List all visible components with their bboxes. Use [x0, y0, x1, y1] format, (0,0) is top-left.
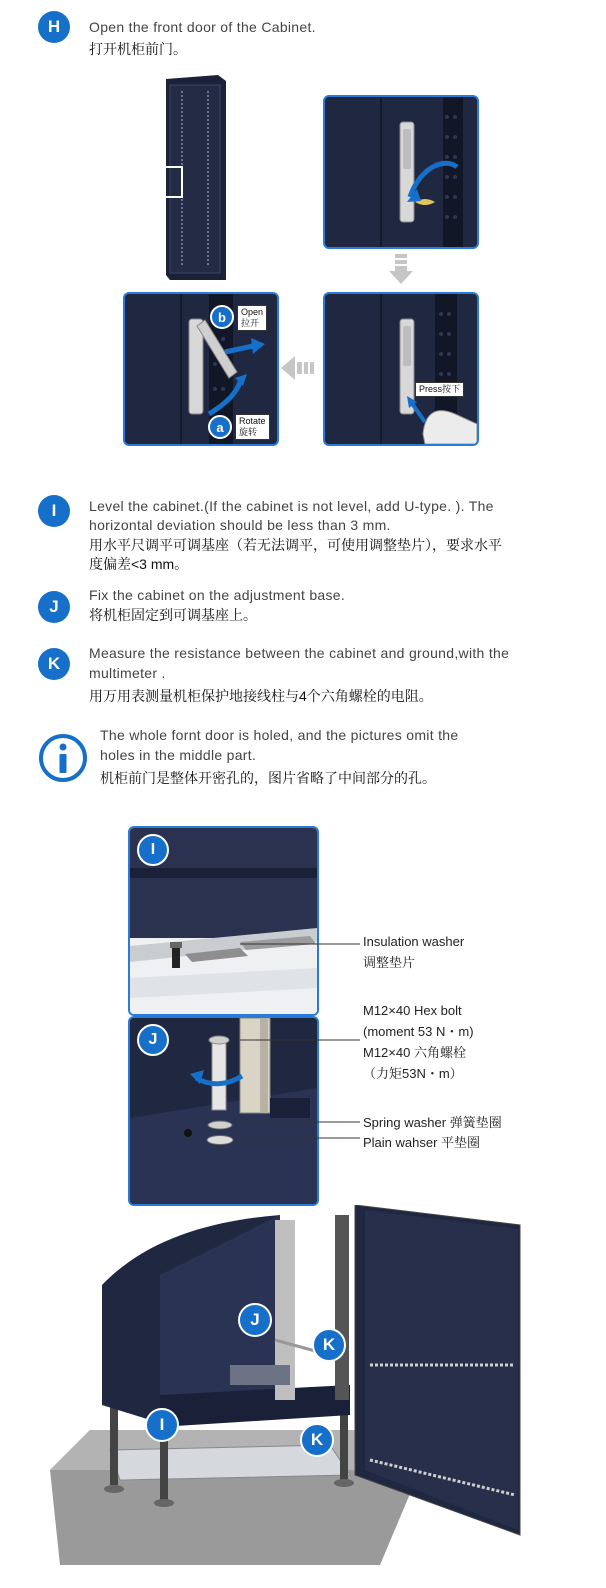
step-i-text-en-2: horizontal deviation should be less than 3 mm. [89, 517, 391, 533]
callout-lines [200, 930, 365, 1150]
step-h-badge: H [38, 11, 70, 43]
cabinet-k-badge-top: K [312, 1328, 346, 1362]
hex-bolt-en-1: M12×40 Hex bolt [363, 1003, 462, 1018]
down-arrow-icon [389, 254, 413, 286]
hex-bolt-zh-2: （力矩53N・m） [363, 1066, 463, 1081]
cabinet-k-badge-bottom: K [300, 1423, 334, 1457]
step-k-text-zh: 用万用表测量机柜保护地接线柱与4个六角螺栓的电阻。 [89, 688, 433, 704]
note-text-zh: 机柜前门是整体开密孔的，图片省略了中间部分的孔。 [100, 770, 436, 786]
cabinet-i-badge: I [145, 1408, 179, 1442]
step-k-badge: K [38, 648, 70, 680]
step-h-text-en: Open the front door of the Cabinet. [89, 19, 316, 35]
insulation-washer-zh: 调整垫片 [363, 955, 416, 970]
hex-bolt-zh-1: M12×40 六角螺栓 [363, 1045, 466, 1060]
panel-i-badge: I [137, 834, 169, 866]
open-label-zh: 拉开 [241, 318, 260, 328]
step-k-text-en-1: Measure the resistance between the cabinet and ground,with the [89, 645, 510, 661]
rotate-label-en: Rotate [239, 416, 266, 426]
door-panel-press [323, 292, 479, 446]
step-h-text-zh: 打开机柜前门。 [89, 41, 187, 57]
plain-washer-label: Plain wahser 平垫圈 [363, 1135, 481, 1150]
step-b-badge: b [210, 305, 234, 329]
step-i-text-zh-2: 度偏差<3 mm。 [89, 556, 189, 572]
key-insert-illustration [325, 97, 477, 247]
cabinet-j-badge: J [238, 1303, 272, 1337]
step-i-text-en-1: Level the cabinet.(If the cabinet is not level, add U-type. ). The [89, 498, 494, 514]
press-label: Press按下 [415, 382, 464, 397]
note-text-en-2: holes in the middle part. [100, 747, 257, 763]
cabinet-front-illustration [148, 75, 228, 285]
rotate-label-zh: 旋转 [239, 427, 258, 437]
open-label-en: Open [241, 307, 264, 317]
step-k-text-en-2: multimeter . [89, 665, 166, 681]
open-label [237, 305, 267, 331]
step-i-text-zh-1: 用水平尺调平可调基座（若无法调平，可使用调整垫片），要求水平 [89, 537, 502, 553]
step-a-badge: a [208, 415, 232, 439]
cabinet-base-illustration [50, 1205, 570, 1580]
step-i-badge: I [38, 495, 70, 527]
left-arrow-icon [281, 356, 317, 380]
note-text-en-1: The whole fornt door is holed, and the pictures omit the [100, 727, 459, 743]
hex-bolt-label [363, 1000, 474, 1084]
step-j-text-zh: 将机柜固定到可调基座上。 [89, 607, 257, 623]
insulation-washer-en: Insulation washer [363, 934, 465, 949]
step-j-text-en: Fix the cabinet on the adjustment base. [89, 587, 346, 603]
insulation-washer-label [363, 931, 464, 973]
door-panel-key [323, 95, 479, 249]
panel-j-badge: J [137, 1024, 169, 1056]
info-icon [38, 733, 88, 783]
step-j-badge: J [38, 591, 70, 623]
press-latch-illustration [325, 294, 477, 444]
hex-bolt-en-2: (moment 53 N・m) [363, 1024, 474, 1039]
spring-washer-label: Spring washer 弹簧垫圈 [363, 1115, 502, 1130]
rotate-label [235, 414, 270, 440]
